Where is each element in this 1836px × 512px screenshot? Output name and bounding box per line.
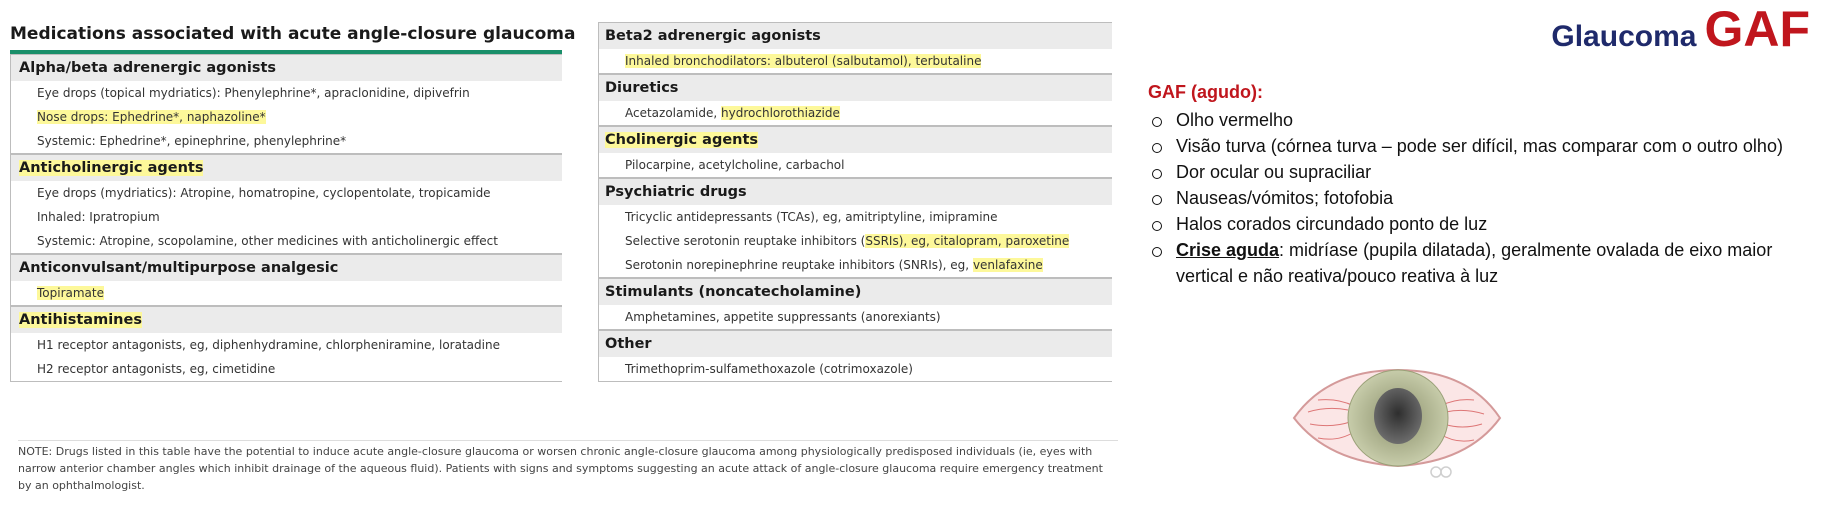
group-heading-text: Alpha/beta adrenergic agonists (19, 60, 277, 76)
bullet-item: Halos corados circundado ponto de luz (1148, 211, 1828, 237)
table-row (11, 105, 562, 129)
group-heading (11, 154, 562, 181)
table-row (599, 253, 1112, 278)
row-highlighted-text: Topiramate (37, 286, 105, 300)
table-row (11, 229, 562, 254)
row-text: Amphetamines, appetite suppressants (anorexiants) (625, 310, 941, 324)
row-text: Pilocarpine, acetylcholine, carbachol (625, 158, 845, 172)
group-heading (11, 306, 562, 333)
bullet-item: Dor ocular ou supraciliar (1148, 159, 1828, 185)
medications-table-right (598, 0, 1112, 382)
table-row (599, 229, 1112, 253)
bullet-item-crisis (1148, 237, 1828, 289)
table-row (599, 357, 1112, 382)
row-text: H2 receptor antagonists, eg, cimetidine (37, 362, 276, 376)
group-heading-text: Cholinergic agents (605, 132, 759, 148)
row-highlighted-text: hydrochlorothiazide (721, 106, 840, 120)
crisis-label: Crise aguda (1176, 240, 1280, 260)
row-text: H1 receptor antagonists, eg, diphenhydramine, chlorpheniramine, loratadine (37, 338, 500, 352)
group-heading-text: Psychiatric drugs (605, 184, 747, 200)
row-text: Trimethoprim-sulfamethoxazole (cotrimoxazole) (625, 362, 913, 376)
row-text: Eye drops (mydriatics): Atropine, homatropine, cyclopentolate, tropicamide (37, 186, 491, 200)
group-heading-text: Other (605, 336, 652, 352)
table-row (11, 129, 562, 154)
table-row (599, 153, 1112, 178)
bullet-item: Olho vermelho (1148, 107, 1828, 133)
table-row (11, 281, 562, 306)
red-eye-illustration (1288, 362, 1508, 482)
medications-table-left (10, 0, 576, 382)
table-row (11, 81, 562, 105)
slide-title (1551, 0, 1810, 58)
crisis-text: : midríase (pupila dilatada), geralmente ovalada de eixo maior vertical e não reativa/pouco reativa à luz (1176, 240, 1773, 286)
right-groups (598, 22, 1112, 382)
group-heading-text: Anticonvulsant/multipurpose analgesic (19, 260, 339, 276)
table-row (599, 49, 1112, 74)
group-heading (11, 54, 562, 81)
slide-title-glaucoma: Glaucoma (1551, 20, 1697, 53)
row-highlighted-text: venlafaxine (972, 258, 1043, 272)
bullet-item: Visão turva (córnea turva – pode ser difícil, mas comparar com o outro olho) (1148, 133, 1828, 159)
row-highlighted-text: SSRIs), eg, citalopram, paroxetine (865, 234, 1070, 248)
row-text: Systemic: Ephedrine*, epinephrine, phenylephrine* (37, 134, 347, 148)
row-highlighted-text: Inhaled bronchodilators: albuterol (salbutamol), terbutaline (625, 54, 982, 68)
group-heading (599, 330, 1112, 357)
left-groups (10, 54, 562, 382)
group-heading (599, 126, 1112, 153)
table-row (11, 333, 562, 357)
group-heading (599, 178, 1112, 205)
row-text: Acetazolamide, (625, 106, 722, 120)
table-row (599, 305, 1112, 330)
row-text: Eye drops (topical mydriatics): Phenylephrine*, apraclonidine, dipivefrin (37, 86, 470, 100)
row-text: Inhaled: Ipratropium (37, 210, 160, 224)
slide-title-gaf: GAF (1704, 1, 1810, 57)
group-heading-text: Diuretics (605, 80, 679, 96)
row-text: Serotonin norepinephrine reuptake inhibitors (SNRIs), eg, (625, 258, 973, 272)
row-text: Selective serotonin reuptake inhibitors ( (625, 234, 866, 248)
group-heading (599, 74, 1112, 101)
table-row (599, 205, 1112, 229)
group-heading (599, 22, 1112, 49)
group-heading-text: Beta2 adrenergic agonists (605, 28, 821, 44)
table-row (599, 101, 1112, 126)
bullet-item: Nauseas/vómitos; fotofobia (1148, 185, 1828, 211)
table-note: NOTE: Drugs listed in this table have the potential to induce acute angle-closure glaucoma or worsen chronic angle-closure glaucoma among physiologically predisposed individuals (ie, eyes with narrow anterior chamber angles which inhibit drainage of the aqueous fluid). Patients with signs and symptoms suggesting an acute attack of angle-closure glaucoma require emergency treatment by an ophthalmologist. (18, 440, 1118, 494)
group-heading (11, 254, 562, 281)
table-row (11, 181, 562, 205)
row-text: Systemic: Atropine, scopolamine, other medicines with anticholinergic effect (37, 234, 498, 248)
table-row (11, 205, 562, 229)
row-highlighted-text: Nose drops: Ephedrine*, naphazoline* (37, 110, 266, 124)
table-title: Medications associated with acute angle-closure glaucoma (10, 24, 576, 44)
gaf-bullet-list (1148, 107, 1828, 289)
group-heading (599, 278, 1112, 305)
group-heading-text: Antihistamines (19, 312, 142, 328)
group-heading-text: Stimulants (noncatecholamine) (605, 284, 862, 300)
row-text: Tricyclic antidepressants (TCAs), eg, amitriptyline, imipramine (625, 210, 998, 224)
table-row (11, 357, 562, 382)
gaf-panel (1148, 82, 1828, 289)
gaf-heading: GAF (agudo): (1148, 82, 1263, 102)
group-heading-text: Anticholinergic agents (19, 160, 204, 176)
